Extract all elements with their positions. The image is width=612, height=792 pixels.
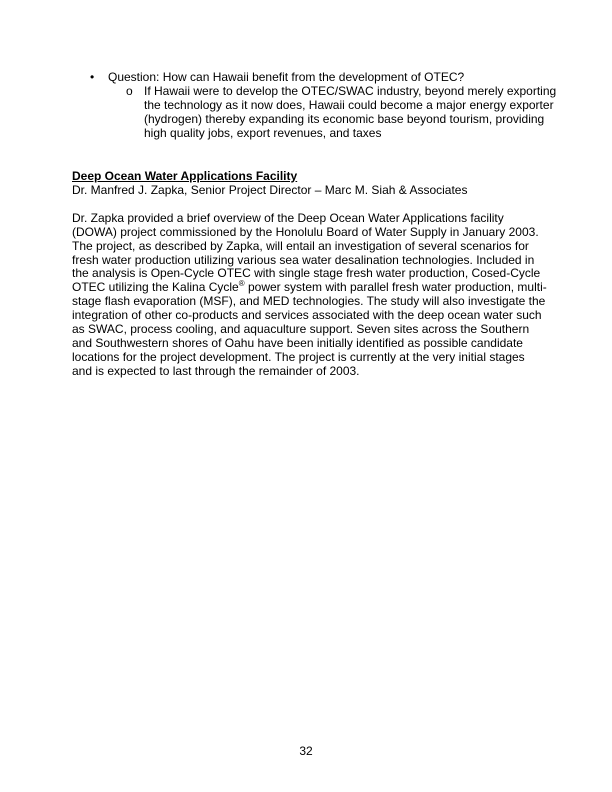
section-dowa — [72, 170, 552, 379]
bullet-text: Question: How can Hawaii benefit from the development of OTEC? — [108, 70, 465, 84]
speaker-byline: Dr. Manfred J. Zapka, Senior Project Director – Marc M. Siah & Associates — [72, 182, 468, 197]
section-heading: Deep Ocean Water Applications Facility — [72, 169, 298, 183]
paragraph-text-part2: power system with parallel fresh water production, multi-stage flash evaporation (MSF), and MED technologies. The study will also investigate the integration of other co-products and services associated with the deep ocean water such as SWAC, process cooling, and aquaculture support. Seven sites across the Southern and Southwestern shores of Oahu have been initially identified as possible candidate locations for the project development. The project is currently at the very initial stages and is expected to last through the remainder of 2003. — [72, 280, 547, 378]
bullet-list — [90, 70, 557, 141]
page-number: 32 — [299, 744, 313, 758]
sub-bullet-marker: o — [126, 83, 133, 98]
list-item — [90, 70, 557, 141]
body-paragraph — [72, 212, 548, 379]
sub-bullet-text: If Hawaii were to develop the OTEC/SWAC industry, beyond merely exporting the technology as it now does, Hawaii could become a major energy exporter (hydrogen) thereby expanding its economic base beyond tourism, providing high quality jobs, export revenues, and taxes — [144, 83, 557, 140]
paragraph-text-part1: Dr. Zapka provided a brief overview of the Deep Ocean Water Applications facility (DOWA) project commissioned by the Honolulu Board of Water Supply in January 2003. The project, as described by Zapka, will entail an investigation of several scenarios for fresh water production utilizing various sea water desalination technologies. Included in the analysis is Open-Cycle OTEC with single stage fresh water production, Cosed-Cycle OTEC utilizing the Kalina Cycle — [72, 210, 541, 295]
registered-trademark-mark: ® — [238, 279, 245, 289]
bullet-marker: • — [90, 70, 95, 84]
sub-list-item — [126, 83, 557, 141]
